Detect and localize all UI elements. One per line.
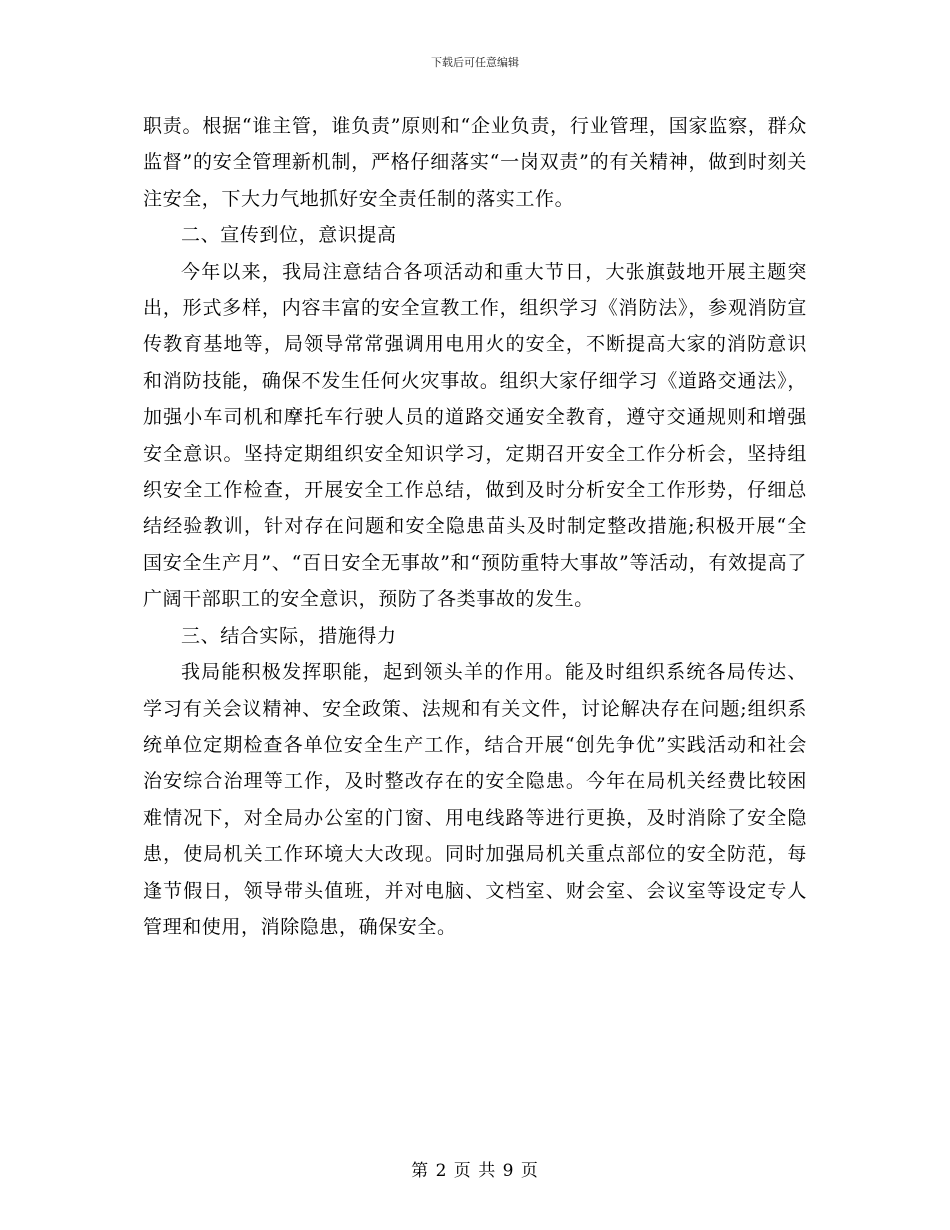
paragraph-responsibility-continued: 职责。根据“谁主管，谁负责”原则和“企业负责，行业管理，国家监察，群众监督”的安全管理新机制，严格仔细落实“一岗双责”的有关精神，做到时刻关注安全，下大力气地抓好安全责任制的落实工作。	[143, 115, 807, 210]
paragraph-publicity: 今年以来，我局注意结合各项活动和重大节日，大张旗鼓地开展主题突出，形式多样，内容丰富的安全宣教工作，组织学习《消防法》，参观消防宣传教育基地等，局领导常常强调用电用火的安全，不断提高大家的消防意识和消防技能，确保不发生任何火灾事故。组织大家仔细学习《道路交通法》，加强小车司机和摩托车行驶人员的道路交通安全教育，遵守交通规则和增强安全意识。坚持定期组织安全知识学习，定期召开安全工作分析会，坚持组织安全工作检查，开展安全工作总结，做到及时分析安全工作形势，仔细总结经验教训，针对存在问题和安全隐患苗头及时制定整改措施;积极开展“全国安全生产月”、“百日安全无事故”和“预防重特大事故”等活动，有效提高了广阔干部职工的安全意识，预防了各类事故的发生。	[143, 260, 807, 611]
document-body	[143, 108, 807, 945]
section-heading-measures: 三、结合实际，措施得力	[181, 624, 397, 647]
section-heading-publicity: 二、宣传到位，意识提高	[181, 224, 397, 247]
page-header: 下载后可任意编辑	[431, 56, 519, 69]
page-number-footer: 第 2 页 共 9 页	[411, 1161, 539, 1181]
paragraph-measures: 我局能积极发挥职能，起到领头羊的作用。能及时组织系统各局传达、学习有关会议精神、安全政策、法规和有关文件，讨论解决存在问题;组织系统单位定期检查各单位安全生产工作，结合开展“创先争优”实践活动和社会治安综合治理等工作，及时整改存在的安全隐患。今年在局机关经费比较困难情况下，对全局办公室的门窗、用电线路等进行更换，及时消除了安全隐患，使局机关工作环境大大改现。同时加强局机关重点部位的安全防范，每逢节假日，领导带头值班，并对电脑、文档室、财会室、会议室等设定专人管理和使用，消除隐患，确保安全。	[143, 661, 807, 938]
